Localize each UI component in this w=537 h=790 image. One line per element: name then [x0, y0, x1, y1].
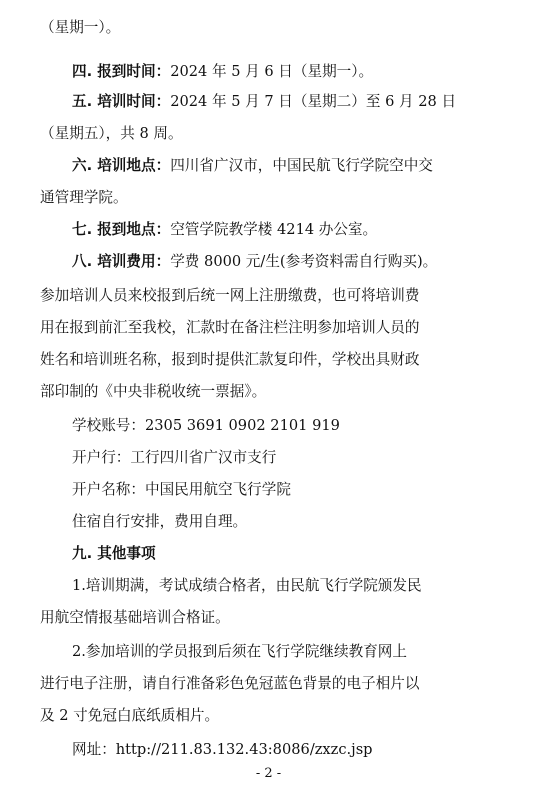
line-text: （星期五），共 8 周。: [40, 125, 183, 142]
text-line: [72, 740, 373, 760]
line-text: 进行电子注册，请自行准备彩色免冠蓝色背景的电子相片以: [40, 675, 420, 692]
line-text: 及 2 寸免冠白底纸质相片。: [40, 707, 220, 724]
section-heading: 七. 报到地点：: [72, 221, 171, 238]
line-text: 开户名称：中国民用航空飞行学院: [72, 481, 291, 498]
section-heading: 五. 培训时间：: [72, 93, 171, 110]
section-heading: 九. 其他事项: [72, 545, 156, 562]
line-text: 2024 年 5 月 6 日（星期一）。: [170, 63, 374, 80]
line-text: 网址：http://211.83.132.43:8086/zxzc.jsp: [72, 741, 373, 758]
line-text: 1.培训期满，考试成绩合格者，由民航飞行学院颁发民: [72, 577, 422, 594]
text-line: [40, 674, 419, 694]
line-text: 空管学院教学楼 4214 办公室。: [170, 221, 378, 238]
line-text: 学校账号：2305 3691 0902 2101 919: [72, 417, 340, 434]
text-line: [72, 480, 291, 500]
section-heading: 六. 培训地点：: [72, 157, 171, 174]
line-text: 住宿自行安排，费用自理。: [72, 513, 248, 530]
line-text: 姓名和培训班名称，报到时提供汇款复印件，学校出具财政: [40, 351, 420, 368]
line-text: 用航空情报基础培训合格证。: [40, 609, 230, 626]
page-number: - 2 -: [255, 766, 282, 781]
text-line: [72, 252, 437, 272]
section-heading: 四. 报到时间：: [72, 63, 171, 80]
text-line: [72, 156, 433, 176]
section-heading: 八. 培训费用：: [72, 253, 171, 270]
line-text: 四川省广汉市，中国民航飞行学院空中交: [170, 157, 433, 174]
text-line: [40, 706, 219, 726]
text-line: [72, 220, 377, 240]
line-text: 2024 年 5 月 7 日（星期二）至 6 月 28 日: [170, 93, 457, 110]
line-text: 学费 8000 元/生(参考资料需自行购买)。: [170, 253, 438, 270]
line-text: 部印制的《中央非税收统一票据》。: [40, 383, 267, 400]
line-text: 通管理学院。: [40, 189, 128, 206]
line-text: 用在报到前汇至我校，汇款时在备注栏注明参加培训人员的: [40, 319, 420, 336]
line-text: 2.参加培训的学员报到后须在飞行学院继续教育网上: [72, 643, 407, 660]
text-line: [72, 416, 340, 436]
text-line: [40, 382, 266, 402]
text-line: [72, 62, 373, 82]
text-line: [40, 318, 419, 338]
text-line: [72, 512, 247, 532]
text-line: [40, 608, 230, 628]
text-line: [72, 642, 407, 662]
line-text: 开户行：工行四川省广汉市支行: [72, 449, 277, 466]
text-line: [40, 124, 183, 144]
text-line: [72, 576, 422, 596]
text-line: [72, 92, 456, 112]
text-line: [40, 188, 128, 208]
line-text: （星期一）。: [40, 19, 121, 36]
text-line: [40, 286, 419, 306]
text-line: [40, 18, 120, 38]
text-line: [72, 544, 156, 564]
text-line: [72, 448, 276, 468]
text-line: [40, 350, 419, 370]
line-text: 参加培训人员来校报到后统一网上注册缴费，也可将培训费: [40, 287, 420, 304]
